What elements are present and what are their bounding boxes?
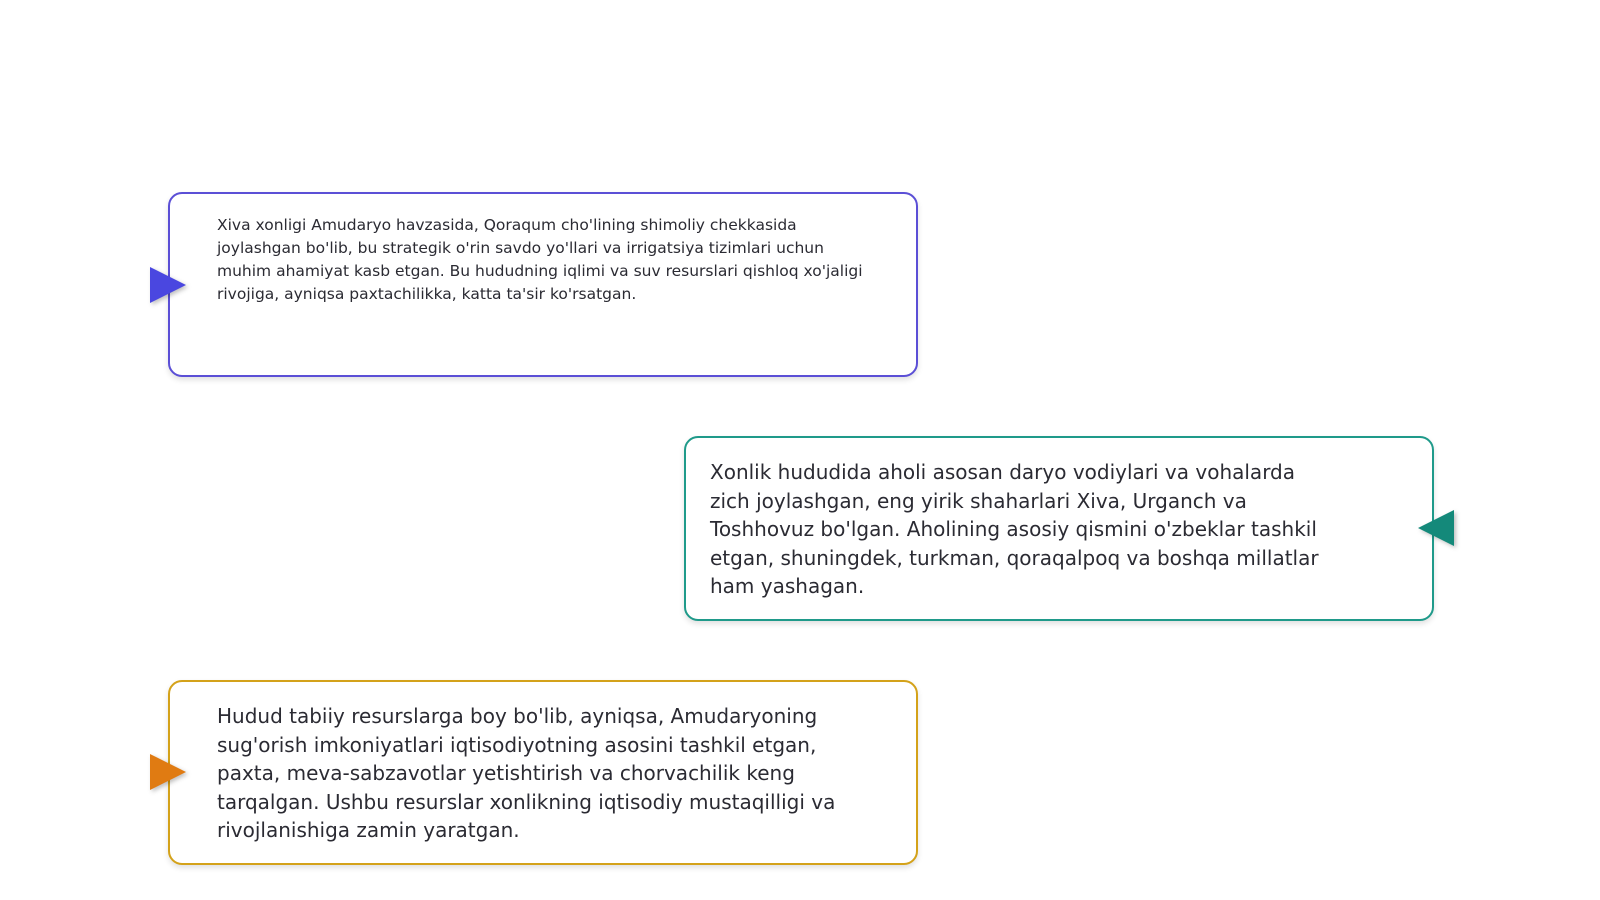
card-2-text: Xonlik hududida aholi asosan daryo vodiylari va vohalarda zich joylashgan, eng yirik shaharlari Xiva, Urganch va Toshhovuz bo'lgan. Aholining asosiy qismini o'zbeklar tashkil etgan, shuningdek, turkman, qoraqalpoq va boshqa millatlar ham yashagan. [710, 460, 1319, 598]
text-card-1 [168, 192, 918, 377]
pointer-2-shape [1418, 510, 1454, 546]
pointer-3-shape [150, 754, 186, 790]
pointer-1-shape [150, 267, 186, 303]
text-card-2 [684, 436, 1434, 621]
card-3-text: Hudud tabiiy resurslarga boy bo'lib, ayniqsa, Amudaryoning sug'orish imkoniyatlari iqtisodiyotning asosini tashkil etgan, paxta, meva-sabzavotlar yetishtirish va chorvachilik keng tarqalgan. Ushbu resurslar xonlikning iqtisodiy mustaqilligi va rivojlanishiga zamin yaratgan. [217, 704, 836, 842]
text-card-3 [168, 680, 918, 865]
triangle-right-icon [148, 752, 188, 792]
card-1-text: Xiva xonligi Amudaryo havzasida, Qoraqum cho'lining shimoliy chekkasida joylashgan bo'lib, bu strategik o'rin savdo yo'llari va irrigatsiya tizimlari uchun muhim ahamiyat kasb etgan. Bu hududning iqlimi va suv resurslari qishloq xo'jaligi rivojiga, ayniqsa paxtachilikka, katta ta'sir ko'rsatgan. [217, 216, 863, 303]
triangle-right-icon [148, 265, 188, 305]
triangle-left-icon [1416, 508, 1456, 548]
